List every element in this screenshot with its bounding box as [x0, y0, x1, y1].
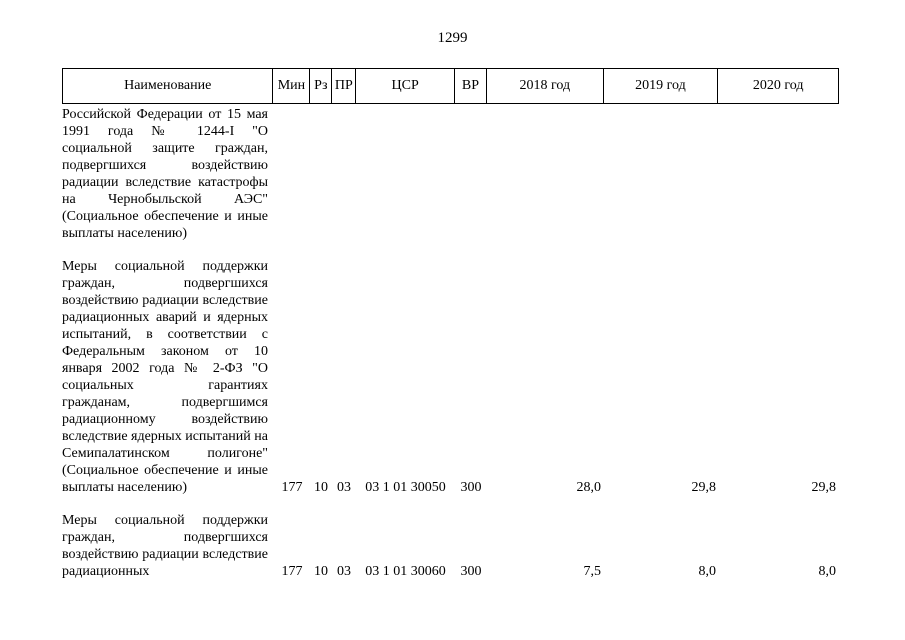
row-pr: 03 [337, 564, 351, 579]
table-row [62, 106, 839, 242]
table-row [62, 512, 839, 580]
row-csr: 03 1 01 30050 [365, 480, 446, 495]
row-rz: 10 [314, 480, 328, 495]
row-vr: 300 [460, 564, 482, 579]
row-2020: 29,8 [811, 480, 836, 495]
row-min: 177 [281, 564, 303, 579]
row-2020: 8,0 [818, 564, 836, 579]
header-2019: 2019 год [604, 69, 719, 103]
row-name: Меры социальной поддержки граждан, подвергшихся воздействию радиации вследствие радиационных аварий и ядерных испытаний, в соответствии с Федеральным законом от 10 января 2002 года № 2-ФЗ "О социальных гарантиях гражданам, подвергшимся радиационному воздействию вследствие ядерных испытаний на Семипалатинском полигоне" (Социальное обеспечение и иные выплаты населению) [62, 259, 268, 495]
header-min: Мин [273, 69, 310, 103]
row-min: 177 [281, 480, 303, 495]
page-number: 1299 [437, 30, 468, 46]
header-vr: ВР [455, 69, 487, 103]
row-pr: 03 [337, 480, 351, 495]
table-row [62, 258, 839, 496]
header-2018: 2018 год [487, 69, 604, 103]
row-rz: 10 [314, 564, 328, 579]
table-header [62, 68, 839, 104]
header-rz: Рз [310, 69, 332, 103]
header-csr: ЦСР [356, 69, 455, 103]
row-2019: 29,8 [691, 480, 716, 495]
row-name: Российской Федерации от 15 мая 1991 года № 1244-I "О социальной защите граждан, подвергшихся воздействию радиации вследствие катастрофы на Чернобыльской АЭС" (Социальное обеспечение и иные выплаты населению) [62, 107, 268, 241]
row-csr: 03 1 01 30060 [365, 564, 446, 579]
table-body [62, 104, 839, 596]
row-name: Меры социальной поддержки граждан, подвергшихся воздействию радиации вследствие радиационных [62, 513, 268, 579]
row-2018: 7,5 [583, 564, 601, 579]
header-2020: 2020 год [752, 78, 804, 93]
row-2018: 28,0 [576, 480, 601, 495]
row-2019: 8,0 [698, 564, 716, 579]
row-vr: 300 [460, 480, 482, 495]
header-name: Наименование [63, 69, 273, 103]
header-pr: ПР [332, 69, 356, 103]
